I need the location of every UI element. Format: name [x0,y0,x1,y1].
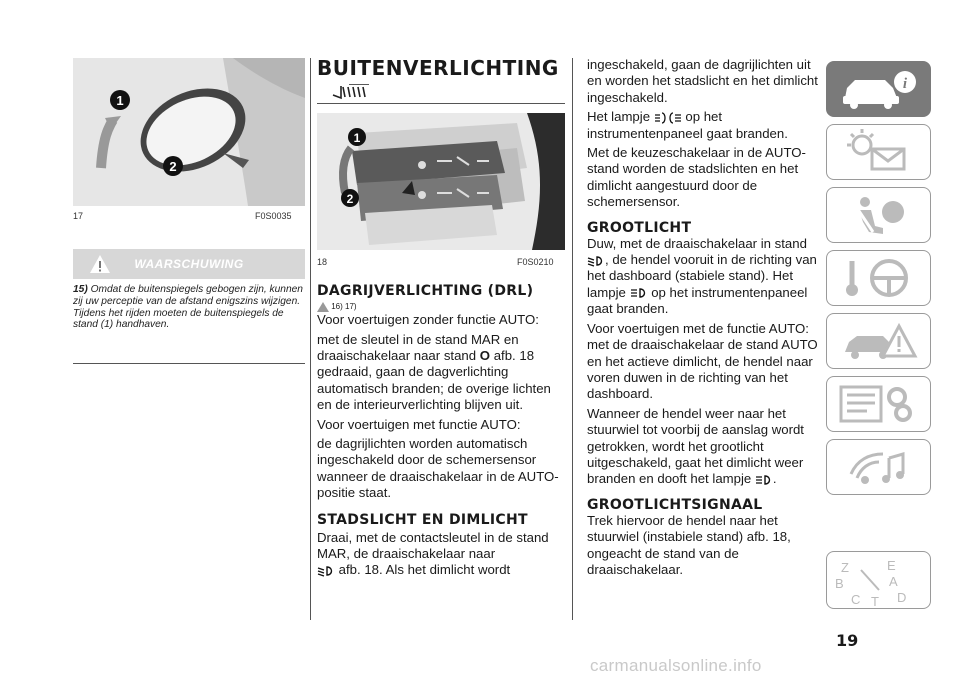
grootlicht-text: Wanneer de hendel weer naar het stuurwiel tot voorbij de aanslag wordt getrokken, wordt het grootlicht uitgeschakeld, gaat het dimlicht weer branden en dooft het lampje [587,405,804,487]
grootlicht-text: . [772,471,777,487]
tab-warning-lights[interactable] [826,124,931,180]
stads-text: Draai, met de contactsleutel in de stand MAR, de draaischakelaar naar [317,529,549,561]
drl-paragraph: de dagrijlichten worden automatisch ingeschakeld door de schemersensor wanneer de draaischakelaar in de AUTO-positie staat. [317,435,559,501]
starting-driving-icon [827,251,930,305]
signaal-heading: GROOTLICHTSIGNAAL [587,496,763,513]
warning-note-number: 15) [73,284,88,295]
svg-text:1: 1 [353,131,361,145]
svg-text:T: T [871,594,879,608]
svg-text:E: E [887,558,896,573]
figure-17-mirror-illustration [73,58,305,206]
safety-airbag-icon [827,188,930,242]
svg-text:A: A [889,574,898,589]
grootlicht-paragraph [587,406,819,488]
tab-multimedia[interactable] [826,439,931,495]
callout-1 [348,128,366,146]
svg-text:Z: Z [841,560,849,575]
mirror-illustration [73,58,305,206]
warning-body: Omdat de buitenspiegels gebogen zijn, kunnen zij uw perceptie van de afstand enigszins wijzigen. Tijdens het rijden moeten de buitenspiegels de stand (1) handhaven. [73,284,303,331]
warning-triangle-icon [317,302,329,312]
callout-2 [163,156,183,176]
right-column [587,57,819,578]
multimedia-icon [827,440,930,494]
svg-text:i: i [902,76,908,92]
drl-note-refs: 16) 17) [331,302,357,312]
divider [317,103,565,104]
tab-emergency[interactable] [826,313,931,369]
svg-text:C: C [851,592,861,607]
maintenance-icon [827,377,930,431]
watermark: carmanualsonline.info [590,656,762,675]
drl-notes [317,302,567,312]
figure-17-code: F0S0035 [255,211,292,221]
signaal-paragraph: Trek hiervoor de hendel naar het stuurwiel (instabiele stand) afb. 18, ongeacht de stand van de draaischakelaar. [587,512,791,577]
svg-text:D: D [897,590,907,605]
figure-18-code: F0S0210 [517,257,554,267]
tab-safety[interactable] [826,187,931,243]
section-title: BUITENVERLICHTING [317,56,559,80]
tab-starting-driving[interactable] [826,250,931,306]
svg-text:1: 1 [116,93,124,108]
stads-text: afb. 18. Als het dimlicht wordt [338,562,511,578]
exterior-lights-icon [329,84,373,100]
tab-index[interactable] [826,551,931,609]
grootlicht-heading: GROOTLICHT [587,219,692,236]
drl-text: met de sleutel in de stand MAR en draaischakelaar naar stand [317,331,519,363]
grootlicht-text: op het instrumentenpaneel gaat branden. [587,284,808,317]
callout-1 [110,90,130,110]
lamp-text: Het lampje [587,109,651,125]
figure-18-number: 18 [317,257,328,267]
page-number: 19 [836,631,859,650]
emergency-icon [827,314,930,368]
drl-paragraph: Voor voertuigen met functie AUTO: [317,416,521,432]
light-stalk-illustration [317,113,565,250]
figure-17-number: 17 [73,211,84,221]
svg-text:2: 2 [169,159,177,174]
tab-car-info[interactable] [826,61,931,117]
side-lights-icon [654,112,682,124]
continued-paragraph: ingeschakeld, gaan de dagrijlichten uit en worden het stadslicht en het dimlicht ingeschakeld. [587,57,818,105]
drl-section [317,283,567,579]
warning-text [73,284,305,331]
off-position-symbol: O [479,347,491,363]
dipped-beam-icon [587,255,605,267]
grootlicht-text: Duw, met de draaischakelaar in stand [587,235,807,251]
column-divider [572,58,573,620]
svg-text:2: 2 [346,192,354,206]
warning-title: WAARSCHUWING [134,257,244,271]
lamp-paragraph [587,109,819,142]
callout-2 [341,189,359,207]
drl-paragraph: Voor voertuigen zonder functie AUTO: [317,312,539,328]
drl-heading: DAGRIJVERLICHTING (DRL) [317,283,534,299]
lamp-text: op het instrumentenpaneel gaat branden. [587,109,788,141]
stads-paragraph [317,530,567,579]
dipped-beam-icon [317,565,335,577]
figure-18-stalk-illustration [317,113,565,250]
stads-heading: STADSLICHT EN DIMLICHT [317,511,528,528]
index-icon [827,552,930,608]
auto-paragraph: Met de keuzeschakelaar in de AUTO-stand worden de stadslichten en het dimlicht aangestuurd door de schemersensor. [587,145,806,210]
main-beam-icon [630,287,648,299]
car-info-icon [827,62,930,116]
warning-banner [73,249,305,279]
grootlicht-paragraph [587,236,819,318]
main-beam-icon [755,474,773,486]
grootlicht-text: , de hendel vooruit in de richting van het dashboard (stabiele stand). Het lampje [587,252,817,300]
tab-maintenance[interactable] [826,376,931,432]
column-divider [310,58,311,620]
svg-text:B: B [835,576,844,591]
warning-lights-icon [827,125,930,179]
drl-paragraph [317,332,567,414]
drl-text: afb. 18 gedraaid, gaan de dagverlichting automatisch branden; de overige lichten en de interieurverlichting blijven uit. [317,347,551,413]
divider [73,363,305,364]
grootlicht-paragraph: Voor voertuigen met de functie AUTO: met de draaischakelaar de stand AUTO en het actieve dimlicht, de hendel naar voren duwen in de richting van het dashboard. [587,320,818,402]
